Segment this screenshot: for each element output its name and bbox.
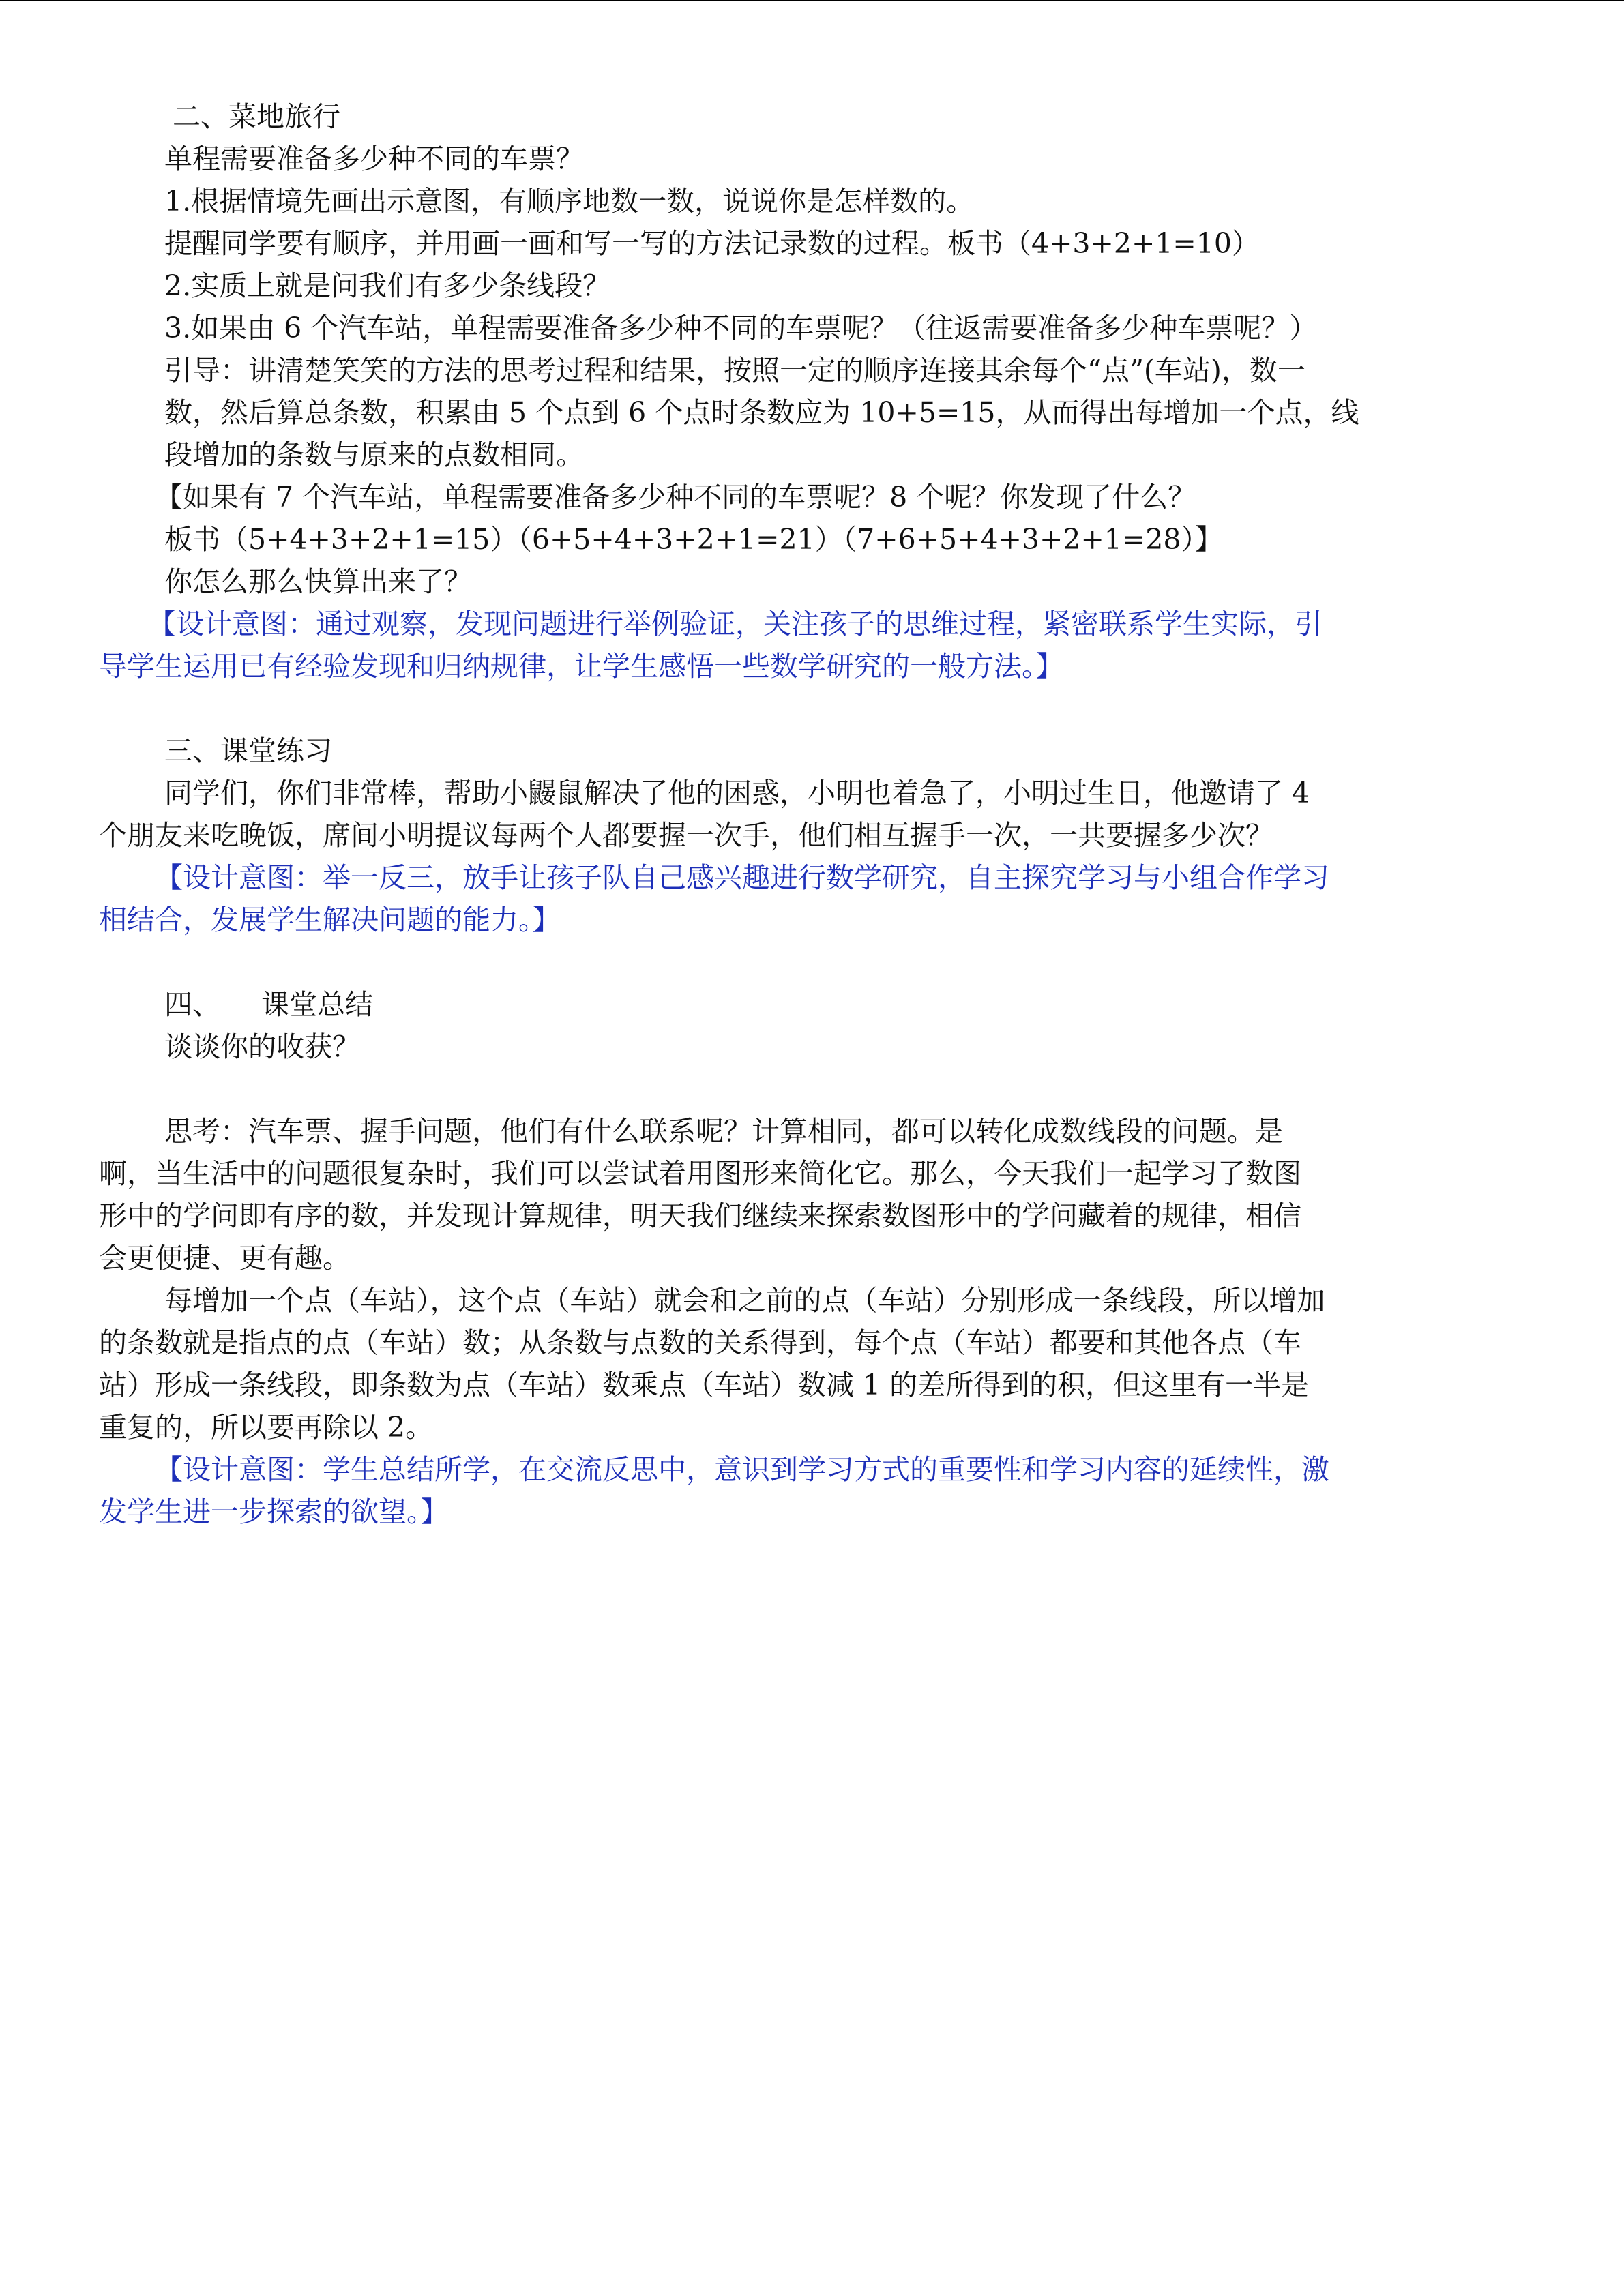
- document-page: [99, 95, 1524, 1533]
- section2-step2: 2.实质上就是问我们有多少条线段？: [164, 269, 611, 302]
- section2-title: 二、菜地旅行: [173, 100, 340, 133]
- section4-title: [99, 983, 1524, 1026]
- section4-title-number: 四、: [164, 988, 220, 1021]
- spacer: [99, 687, 1524, 730]
- section2-step3: 3.如果由 6 个汽车站，单程需要准备多少种不同的车票呢？（往返需要准备多少种车票呢？）: [164, 312, 1318, 344]
- spacer: [99, 941, 1524, 983]
- section3-design-line-2: 相结合，发展学生解决问题的能力。】: [99, 904, 561, 936]
- section2-remind: 提醒同学要有顺序，并用画一画和写一写的方法记录数的过程。板书（4+3+2+1=10）: [164, 227, 1260, 260]
- section4-design-line-1: 【设计意图：学生总结所学，在交流反思中，意识到学习方式的重要性和学习内容的延续性，激: [155, 1453, 1329, 1486]
- section4-think-line-1: 思考：汽车票、握手问题，他们有什么联系呢？计算相同，都可以转化成数线段的问题。是: [164, 1115, 1283, 1148]
- section4-rule-line-4: 重复的，所以要再除以 2。: [99, 1411, 434, 1444]
- section4-title-text: 课堂总结: [261, 988, 373, 1021]
- section4-design-line-2: 发学生进一步探索的欲望。】: [99, 1495, 449, 1528]
- section4-rule-line-3: 站）形成一条线段，即条数为点（车站）数乘点（车站）数减 1 的差所得到的积，但这里有一半是: [99, 1369, 1310, 1401]
- section2-design-line-1: 【设计意图：通过观察，发现问题进行举例验证，关注孩子的思维过程，紧密联系学生实际，引: [148, 608, 1323, 640]
- section4-rule-line-2: 的条数就是指点的点（车站）数；从条数与点数的关系得到，每个点（车站）都要和其他各点（车: [99, 1326, 1301, 1359]
- section3-title: 三、课堂练习: [164, 734, 332, 767]
- section2-quick-question: 你怎么那么快算出来了？: [164, 565, 472, 598]
- section3-design-line-1: 【设计意图：举一反三，放手让孩子队自己感兴趣进行数学研究，自主探究学习与小组合作学习: [155, 861, 1329, 894]
- section2-step1: 1.根据情境先画出示意图，有顺序地数一数，说说你是怎样数的。: [164, 185, 975, 218]
- section2-guide-line-3: 段增加的条数与原来的点数相同。: [164, 438, 584, 471]
- section4-think-line-3: 形中的学问即有序的数，并发现计算规律，明天我们继续来探索数图形中的学问藏着的规律，相信: [99, 1199, 1301, 1232]
- section2-question: 单程需要准备多少种不同的车票？: [164, 143, 584, 175]
- spacer: [99, 1068, 1524, 1110]
- section3-body-line-1: 同学们，你们非常棒，帮助小鼹鼠解决了他的困惑，小明也着急了，小明过生日，他邀请了 4: [164, 777, 1310, 809]
- section4-rule-line-1: 每增加一个点（车站），这个点（车站）就会和之前的点（车站）分别形成一条线段，所以增加: [164, 1284, 1325, 1317]
- section4-prompt: 谈谈你的收获？: [164, 1030, 360, 1063]
- section4-think-line-2: 啊，当生活中的问题很复杂时，我们可以尝试着用图形来简化它。那么，今天我们一起学习了数图: [99, 1157, 1301, 1190]
- section2-extend-board: 板书（5+4+3+2+1=15）（6+5+4+3+2+1=21）（7+6+5+4+3+2+1=28）】: [164, 523, 1223, 556]
- section2-extend-question: 【如果有 7 个汽车站，单程需要准备多少种不同的车票呢？8 个呢？你发现了什么？: [155, 481, 1196, 513]
- section3-body-line-2: 个朋友来吃晚饭，席间小明提议每两个人都要握一次手，他们相互握手一次，一共要握多少次？: [99, 819, 1273, 852]
- section2-design-line-2: 导学生运用已有经验发现和归纳规律，让学生感悟一些数学研究的一般方法。】: [99, 650, 1064, 683]
- section2-guide-line-1: 引导：讲清楚笑笑的方法的思考过程和结果，按照一定的顺序连接其余每个“点”(车站)，数一: [164, 354, 1305, 387]
- section2-guide-line-2: 数，然后算总条数，积累由 5 个点到 6 个点时条数应为 10+5=15，从而得出每增加一个点，线: [164, 396, 1359, 429]
- section4-think-line-4: 会更便捷、更有趣。: [99, 1242, 351, 1274]
